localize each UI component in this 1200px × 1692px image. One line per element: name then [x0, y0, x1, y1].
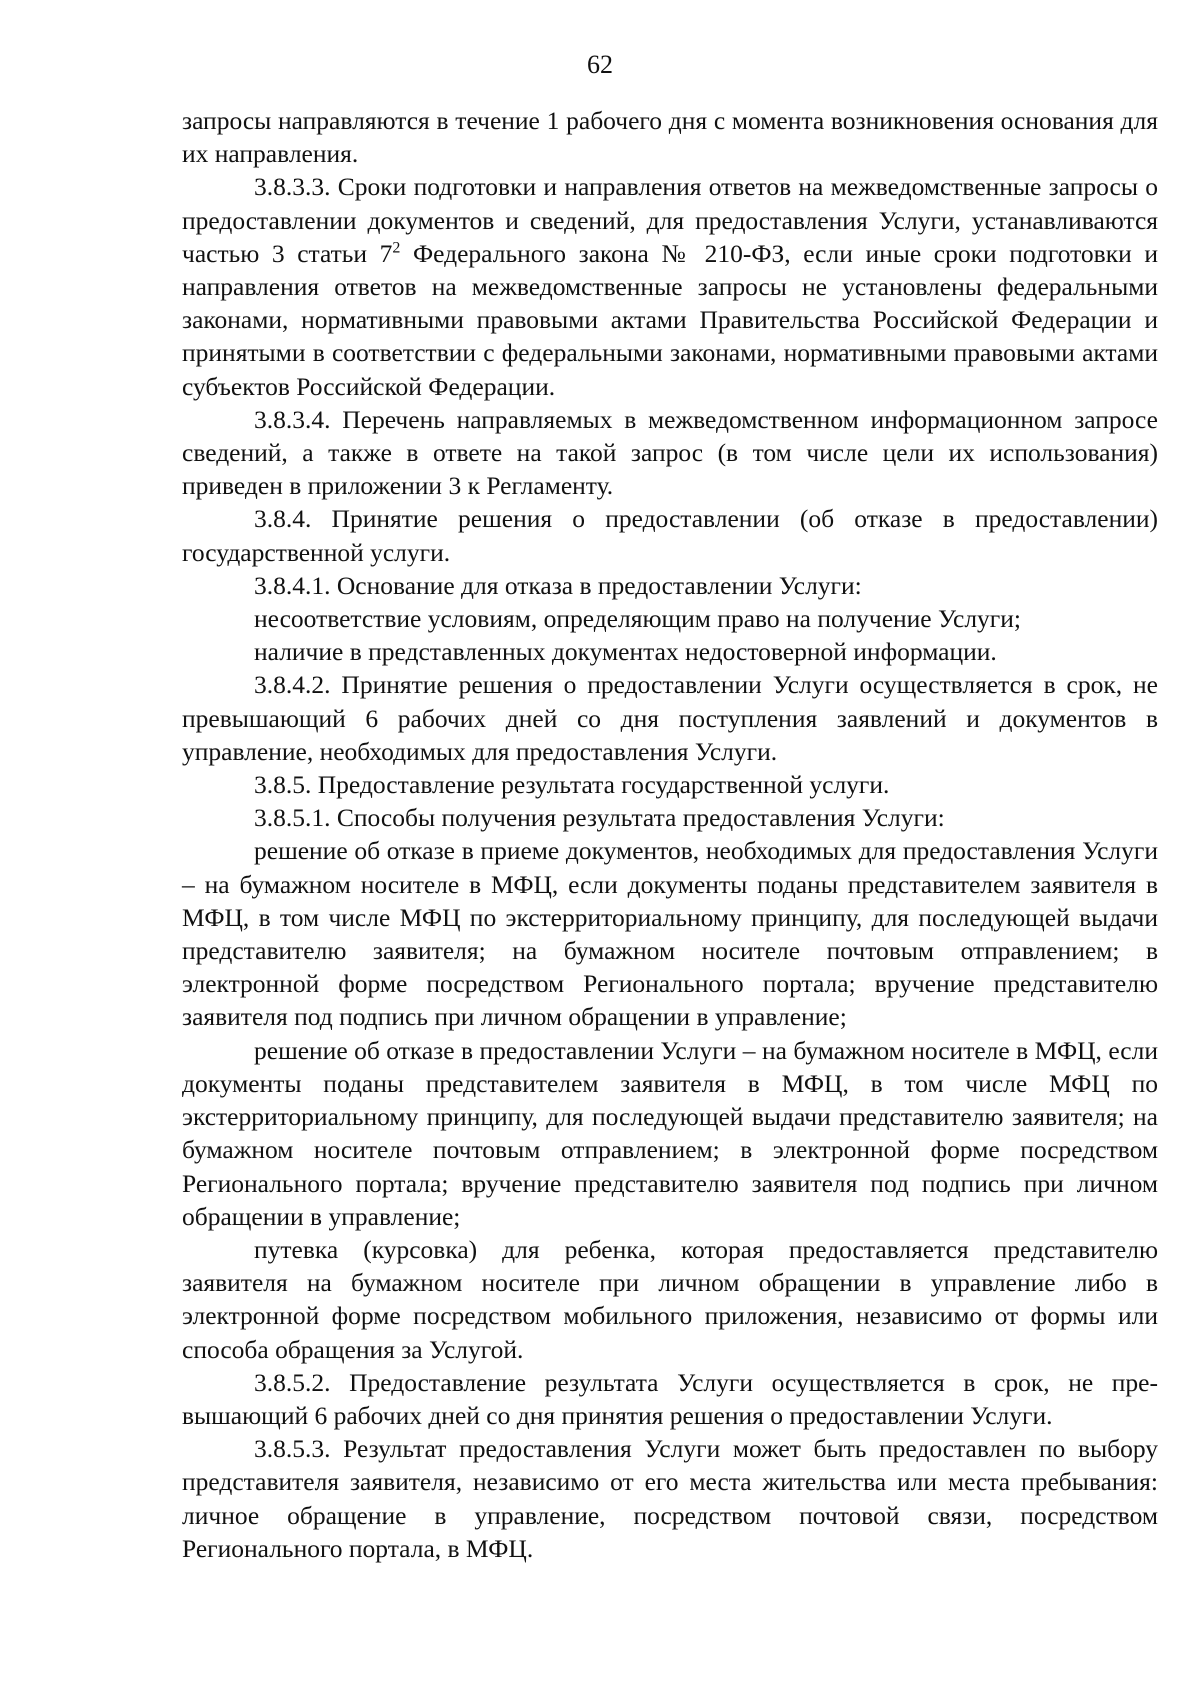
paragraph-3-8-4-1: 3.8.4.1. Основание для отказа в предоставлении Услуги:: [254, 570, 862, 600]
list-item: путевка (курсовка) для ребенка, которая предоставляется представителю заявителя на бумажном носителе при личном обращении в управление либо в электронной форме посредством мобильного приложения, независимо от формы или способа обращения за Услугой.: [182, 1234, 1158, 1364]
paragraph-3-8-4: 3.8.4. Принятие решения о предоставлении (об отказе в предоставлении) государственной услуги.: [182, 504, 1158, 567]
list-item: решение об отказе в предоставлении Услуги – на бумажном носителе в МФЦ, если документы поданы представителем заявителя в МФЦ, в том числе МФЦ по экстерриториальному принципу, для последующей выдачи представителю заявителя; на бумажном носителе почтовым отправлением; в электронной форме посредством Регионального портала; вручение представителю заявителя под подпись при личном обращении в управление;: [182, 1035, 1158, 1231]
paragraph-3-8-3-4: 3.8.3.4. Перечень направляемых в межведомственном информационном запросе сведений, а также в ответе на такой запрос (в том числе цели их использования) приведен в приложении 3 к Регламенту.: [182, 404, 1158, 501]
list-item: наличие в представленных документах недостоверной информации.: [254, 637, 997, 667]
superscript: 2: [392, 239, 401, 257]
page-number: 62: [587, 50, 613, 79]
paragraph-3-8-3-3: [182, 170, 1158, 402]
paragraph-3-8-5-2: 3.8.5.2. Предоставление результата Услуги осуществляется в срок, не превышающий 6 рабочих дней со дня принятия решения о предоставлении Услуги.: [182, 1367, 1158, 1430]
paragraph-3-8-5-3: 3.8.5.3. Результат предоставления Услуги может быть предоставлен по выбору представителя заявителя, независимо от его места жительства или места пребывания: личное обращение в управление, посредством почтовой связи, посредством Регионального портала, в МФЦ.: [182, 1434, 1158, 1563]
paragraph-3-8-5: 3.8.5. Предоставление результата государственной услуги.: [254, 770, 890, 800]
list-item: решение об отказе в приеме документов, необходимых для предоставления Услуги – на бумажном носителе в МФЦ, если документы поданы представителем заявителя в МФЦ, в том числе МФЦ по экстерриториальному принципу, для последующей выдачи представителю заявителя; на бумажном носителе почтовым отправлением; в электронной форме посредством Регионального портала; вручение представителю заявителя под подпись при личном обращении в управление;: [182, 836, 1158, 1032]
paragraph-3-8-4-2: 3.8.4.2. Принятие решения о предоставлении Услуги осуществляется в срок, не превышающий 6 рабочих дней со дня поступления заявлений и документов в управление, необходимых для предоставления Услуги.: [182, 670, 1158, 766]
document-body: [182, 104, 1158, 1565]
paragraph-3-8-5-1: 3.8.5.1. Способы получения результата предоставления Услуги:: [254, 803, 945, 833]
list-item: несоответствие условиям, определяющим право на получение Услуги;: [254, 604, 1021, 634]
paragraph: запросы направляются в течение 1 рабочего дня с момента возникновения основания для их направления.: [182, 106, 1158, 169]
paragraph-text: Федерального закона № 210-ФЗ, если иные сроки подготовки и направления ответов на межведомственные запросы не установлены федеральными законами, нормативными правовыми актами Правительства Российской Федерации и принятыми в соответствии с федеральными законами, нормативными правовыми актами субъектов Российской Федерации.: [182, 238, 1158, 401]
paragraph-text: 3.8.3.3. Сроки подготовки и направления ответов на межведомственные запросы о предоставлении документов и сведений, для предоставления Услуги, устанавливаются частью 3 статьи 7: [182, 172, 1158, 268]
